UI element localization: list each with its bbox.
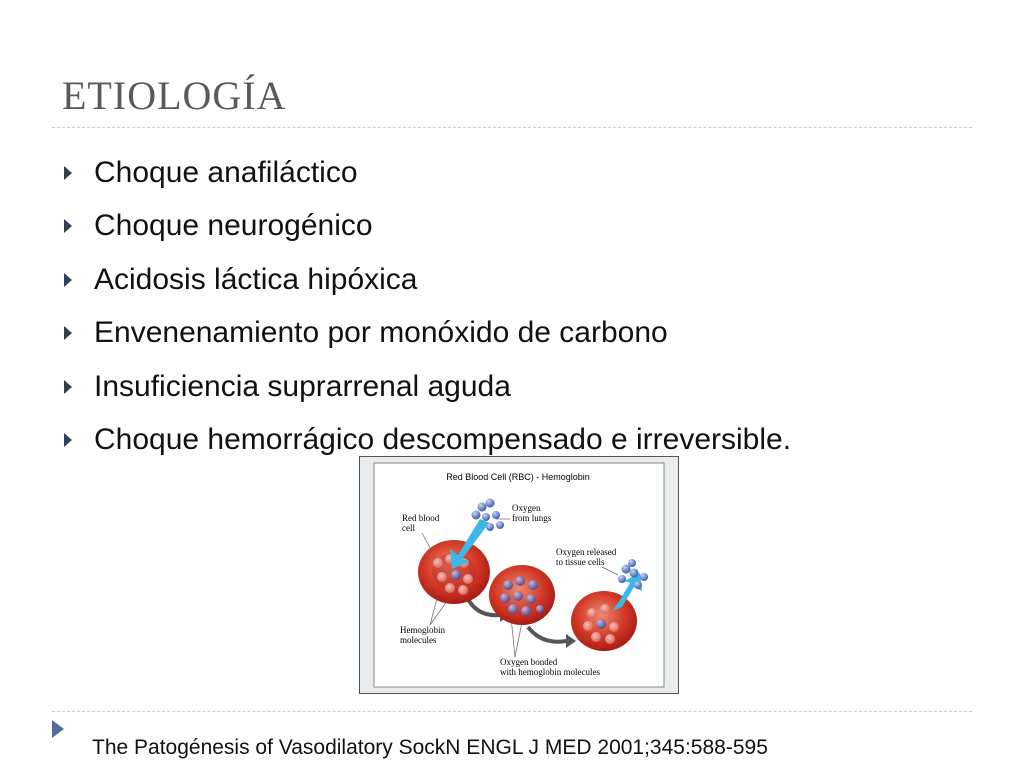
label-oxygen-bonded-2: with hemoglobin molecules — [500, 667, 600, 677]
label-oxygen: Oxygen — [512, 503, 541, 513]
bullet-text: Choque anafiláctico — [94, 155, 358, 189]
label-oxygen-2: from lungs — [512, 513, 552, 523]
list-item — [62, 200, 791, 254]
red-blood-cell-1 — [418, 540, 490, 604]
label-hemoglobin: Hemoglobin — [400, 625, 445, 635]
list-item — [62, 253, 791, 307]
list-item — [62, 360, 791, 414]
label-oxygen-bonded: Oxygen bonded — [500, 657, 558, 667]
label-oxygen-released: Oxygen released — [556, 547, 617, 557]
label-oxygen-released-2: to tissue cells — [556, 557, 605, 567]
list-item — [62, 307, 791, 361]
bullet-arrow-icon — [64, 326, 72, 340]
bullet-list — [62, 146, 791, 467]
label-red-blood-cell: Red blood — [402, 513, 440, 523]
footer-divider — [52, 711, 972, 712]
red-blood-cell-3 — [571, 591, 637, 651]
bullet-arrow-icon — [64, 380, 72, 394]
red-blood-cell-2 — [489, 565, 555, 625]
bullet-arrow-icon — [64, 273, 72, 287]
rbc-hemoglobin-figure — [359, 456, 679, 694]
label-hemoglobin-2: molecules — [400, 635, 437, 645]
bullet-text: Envenenamiento por monóxido de carbono — [94, 316, 668, 350]
bullet-text: Insuficiencia suprarrenal aguda — [94, 369, 511, 403]
footer-arrow-icon — [52, 720, 64, 738]
bullet-text: Choque neurogénico — [94, 209, 373, 243]
bullet-arrow-icon — [64, 219, 72, 233]
citation-text: The Patogénesis of Vasodilatory SockN ENGL J MED 2001;345:588-595 — [92, 736, 768, 759]
title-divider — [52, 127, 972, 128]
bullet-text: Choque hemorrágico descompensado e irreversible. — [94, 423, 792, 457]
bullet-arrow-icon — [64, 166, 72, 180]
label-red-blood-cell-2: cell — [402, 523, 415, 533]
slide-title: ETIOLOGÍA — [62, 73, 287, 118]
list-item — [62, 146, 791, 200]
bullet-text: Acidosis láctica hipóxica — [94, 262, 418, 296]
rbc-diagram — [360, 457, 678, 693]
bullet-arrow-icon — [64, 433, 72, 447]
figure-heading: Red Blood Cell (RBC) - Hemoglobin — [446, 472, 590, 482]
